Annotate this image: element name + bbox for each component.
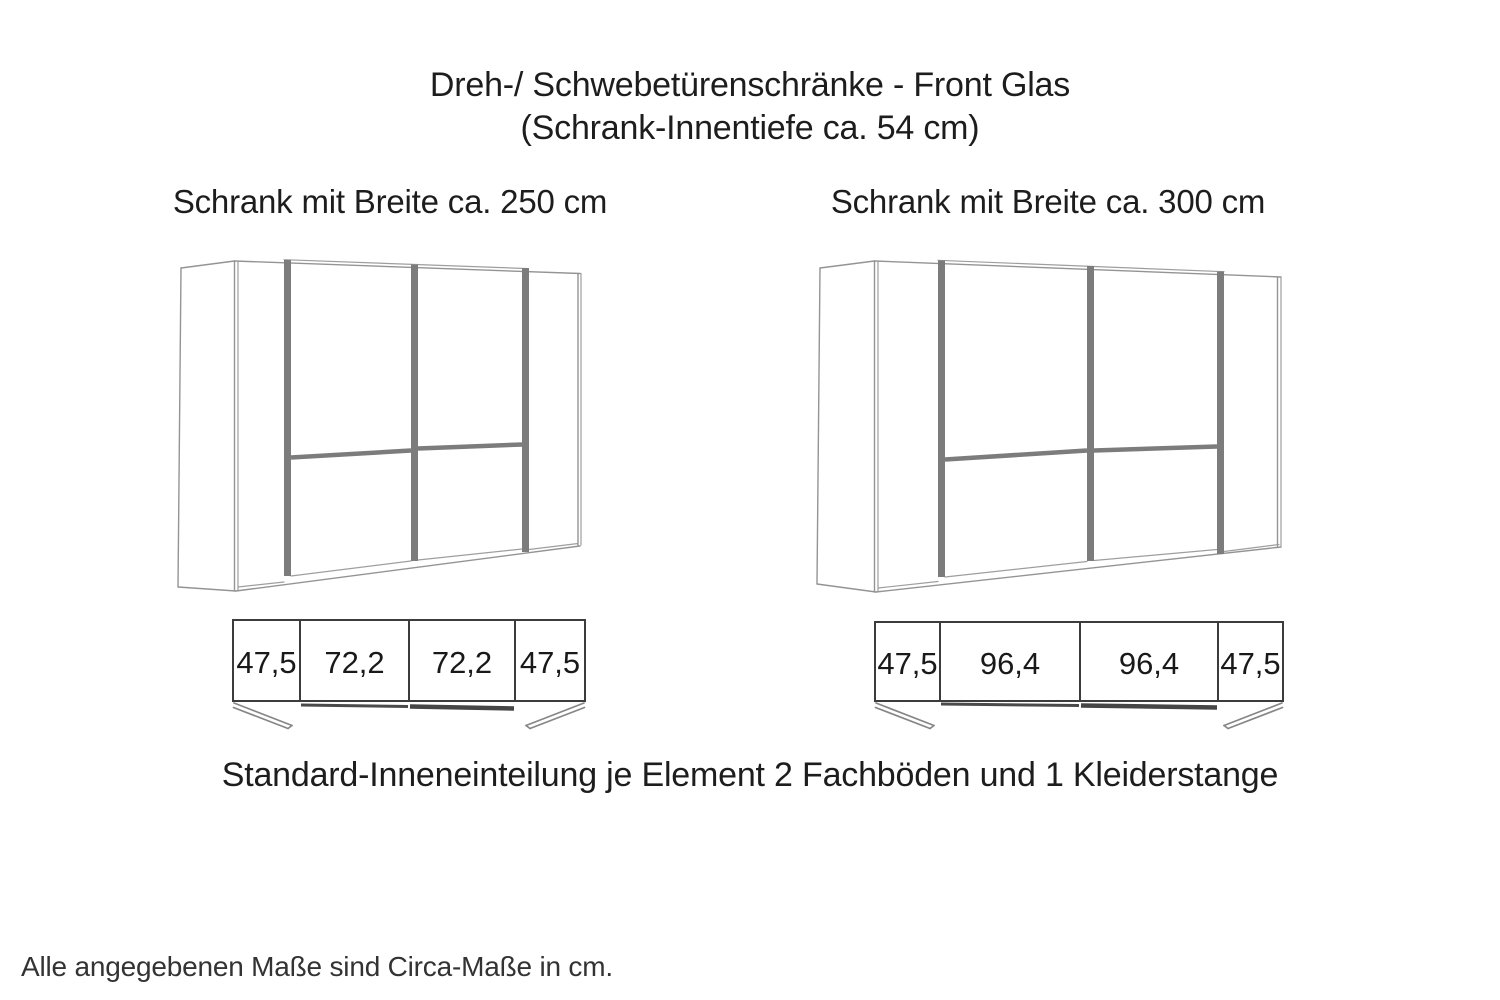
sliding-track-line bbox=[941, 704, 1079, 706]
door-rail bbox=[1094, 447, 1217, 451]
sliding-track-line bbox=[301, 705, 408, 707]
page-title-line2: (Schrank-Innentiefe ca. 54 cm) bbox=[520, 109, 980, 147]
page-title-line1: Dreh-/ Schwebetürenschränke - Front Glas bbox=[429, 66, 1071, 104]
door-swing-indicator bbox=[234, 703, 293, 729]
dimension-value: 47,5 bbox=[519, 645, 581, 680]
dimension-value: 72,2 bbox=[324, 645, 385, 680]
door-swing-indicator bbox=[876, 703, 935, 729]
wardrobe-300-label: Schrank mit Breite ca. 300 cm bbox=[830, 183, 1266, 220]
door-frame-bar bbox=[284, 260, 291, 576]
sliding-track-line bbox=[410, 707, 514, 709]
door-swing-indicator bbox=[526, 703, 585, 729]
door-frame-bar bbox=[1087, 266, 1094, 561]
door-rail bbox=[418, 445, 522, 449]
interior-layout-caption: Standard-Inneneinteilung je Element 2 Fachböden und 1 Kleiderstange bbox=[221, 756, 1279, 794]
wardrobe-300-side-panel bbox=[817, 261, 876, 592]
wardrobe-250-dimension-table bbox=[233, 620, 585, 729]
dimension-value: 47,5 bbox=[236, 645, 297, 680]
wardrobe-250-side-panel bbox=[178, 261, 236, 591]
wardrobe-300-dimension-table bbox=[875, 622, 1283, 729]
door-frame-bar bbox=[522, 268, 529, 552]
wardrobe-250-label: Schrank mit Breite ca. 250 cm bbox=[172, 183, 608, 220]
door-frame-bar bbox=[411, 265, 418, 562]
door-frame-bar bbox=[1217, 272, 1224, 555]
wardrobe-300-drawing bbox=[817, 260, 1281, 592]
wardrobe-250-drawing bbox=[178, 260, 581, 591]
footer-note: Alle angegebenen Maße sind Circa-Maße in cm. bbox=[21, 951, 613, 982]
door-rail bbox=[945, 451, 1087, 460]
dimension-value: 96,4 bbox=[1118, 646, 1180, 681]
dimension-value: 72,2 bbox=[431, 645, 493, 680]
door-rail bbox=[291, 451, 411, 458]
door-swing-indicator bbox=[1224, 703, 1283, 729]
dimension-value: 96,4 bbox=[979, 646, 1041, 681]
door-frame-bar bbox=[938, 261, 945, 578]
dimension-value: 47,5 bbox=[877, 646, 938, 681]
dimension-value: 47,5 bbox=[1220, 646, 1281, 681]
sliding-track-line bbox=[1081, 706, 1217, 708]
